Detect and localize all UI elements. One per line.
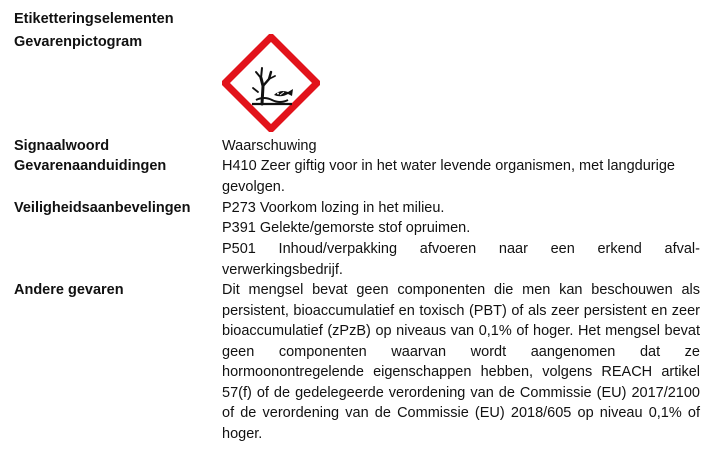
hazard-statement-h410: H410 Zeer giftig voor in het water levende organismen, met langdurige gevolgen. [222, 158, 675, 195]
other-hazards-label: Andere gevaren [14, 282, 124, 298]
signal-word-label: Signaalwoord [14, 138, 110, 154]
precautionary-statement-p501: P501 Inhoud/verpakking afvoeren naar een erkend afval-verwerkingsbedrijf. [222, 241, 700, 278]
precautionary-statements-label: Veiligheidsaanbevelingen [14, 200, 191, 216]
environment-hazard-icon [222, 34, 320, 132]
signal-word-value: Waarschuwing [222, 138, 317, 154]
hazard-statements-label: Gevarenaanduidingen [14, 158, 167, 174]
precautionary-statement-p391: P391 Gelekte/gemorste stof opruimen. [222, 220, 471, 236]
section-title: Etiketteringselementen [14, 11, 174, 27]
other-hazards-text: Dit mengsel bevat geen componenten die men kan beschouwen als persistent, bioaccumulatief en toxisch (PBT) of als zeer persistent en zeer bioaccumulatief (zPzB) op niveaus van 0,1% of hoger. Het mengsel bevat geen componenten waarvan wordt aangenomen dat ze hormoonontregelende eigenschappen hebben, volgens REACH artikel 57(f) of de gedelegeerde verordening van de Commissie (EU) 2017/2100 of de verordening van de Commissie (EU) 2018/605 op niveau 0,1% of hoger. [222, 282, 700, 442]
precautionary-statement-p273: P273 Voorkom lozing in het milieu. [222, 200, 445, 216]
pictogram-label: Gevarenpictogram [14, 34, 143, 50]
